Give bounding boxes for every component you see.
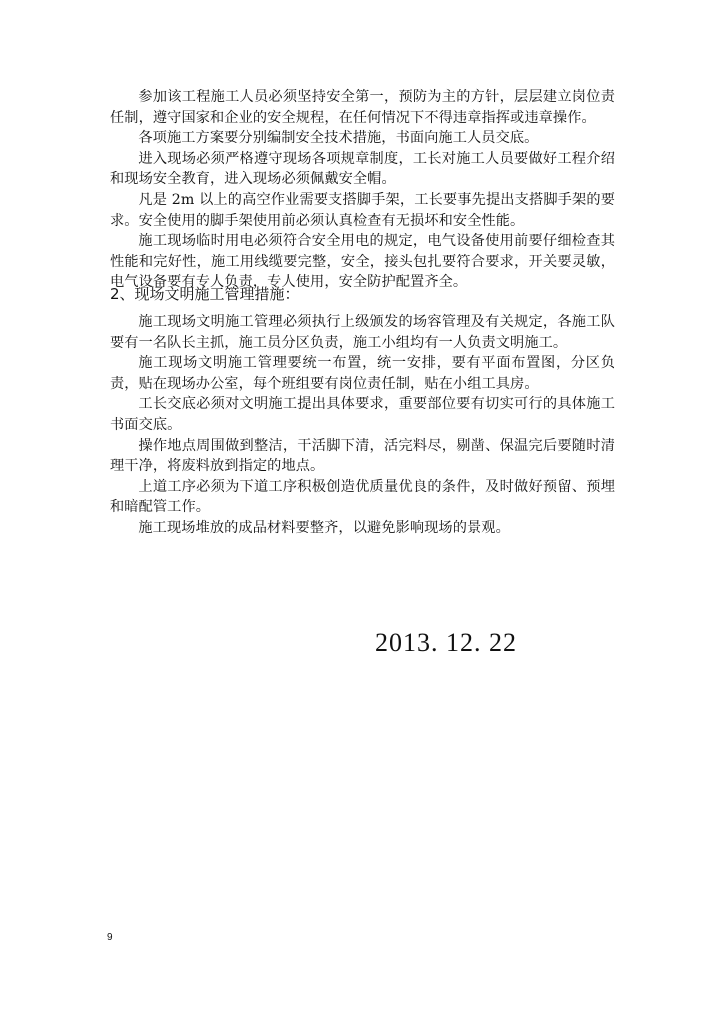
document-date: 2013. 12. 22	[375, 628, 517, 657]
paragraph: 操作地点周围做到整洁，干活脚下清，活完料尽，剔凿、保温完后要随时清理干净，将废料放到指定的地点。	[110, 437, 615, 475]
paragraph: 施工现场堆放的成品材料要整齐，以避免影响现场的景观。	[138, 519, 510, 536]
paragraph: 上道工序必须为下道工序积极创造优质量优良的条件，及时做好预留、预埋和暗配管工作。	[110, 478, 615, 516]
paragraph: 进入现场必须严格遵守现场各项规章制度，工长对施工人员要做好工程介绍和现场安全教育，进入现场必须佩戴安全帽。	[110, 150, 615, 188]
paragraph: 施工现场临时用电必须符合安全用电的规定，电气设备使用前要仔细检查其性能和完好性，施工用线缆要完整，安全，接头包扎要符合要求，开关要灵敏，电气设备要有专人负责，专人使用，安全防护配置齐全。	[110, 233, 615, 291]
page-number: 9	[107, 932, 113, 943]
civil-construction-section	[110, 312, 615, 539]
section-heading: 2、现场文明施工管理措施：	[110, 285, 300, 303]
paragraph: 施工现场文明施工管理必须执行上级颁发的场容管理及有关规定，各施工队要有一名队长主抓，施工员分区负责，施工小组均有一人负责文明施工。	[110, 314, 615, 351]
paragraph: 凡是 2m 以上的高空作业需要支搭脚手架，工长要事先提出支搭脚手架的要求。安全使用的脚手架使用前必须认真检查有无损坏和安全性能。	[110, 191, 615, 229]
paragraph: 工长交底必须对文明施工提出具体要求，重要部位要有切实可行的具体施工书面交底。	[110, 396, 615, 433]
paragraph: 各项施工方案要分别编制安全技术措施，书面向施工人员交底。	[138, 130, 539, 147]
paragraph: 参加该工程施工人员必须坚持安全第一，预防为主的方针，层层建立岗位责任制，遵守国家和企业的安全规程，在任何情况下不得违章指挥或违章操作。	[110, 89, 615, 126]
safety-measures-section	[110, 87, 615, 293]
paragraph: 施工现场文明施工管理要统一布置，统一安排，要有平面布置图，分区负责，贴在现场办公室，每个班组要有岗位责任制，贴在小组工具房。	[110, 355, 615, 392]
